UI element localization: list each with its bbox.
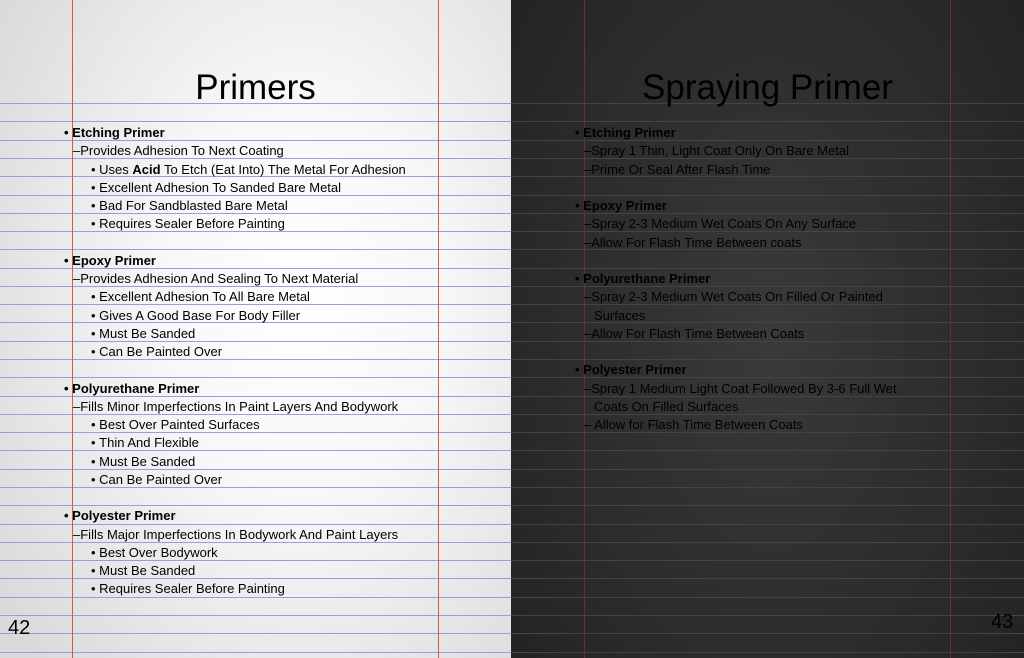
list-heading: • Polyester Primer: [64, 507, 406, 525]
list-heading: • Epoxy Primer: [575, 197, 897, 215]
page-title: Primers: [195, 68, 316, 107]
list-subitem: – Allow for Flash Time Between Coats: [575, 416, 897, 434]
list-subitem-continued: Coats On Filled Surfaces: [594, 398, 739, 414]
list-subitem-continued: Surfaces: [594, 307, 646, 323]
list-subitem: – Provides Adhesion And Sealing To Next Material: [64, 270, 406, 288]
primers-list: [64, 124, 406, 599]
list-subitem: – Spray 1 Thin, Light Coat Only On Bare Metal: [575, 142, 897, 160]
list-bullet: • Can Be Painted Over: [64, 343, 406, 361]
list-bullet: • Gives A Good Base For Body Filler: [64, 307, 406, 325]
list-subitem: – Spray 2-3 Medium Wet Coats On Any Surface: [575, 215, 897, 233]
page-number: 43: [991, 611, 1014, 633]
list-bullet: • Must Be Sanded: [64, 562, 406, 580]
left-page: [0, 0, 511, 658]
list-subitem: – Allow For Flash Time Between Coats: [575, 325, 897, 343]
list-subitem: – Fills Major Imperfections In Bodywork And Paint Layers: [64, 526, 406, 544]
page-title: Spraying Primer: [642, 68, 893, 107]
list-subitem: – Fills Minor Imperfections In Paint Layers And Bodywork: [64, 398, 406, 416]
list-heading: • Etching Primer: [64, 124, 406, 142]
list-bullet: • Requires Sealer Before Painting: [64, 215, 406, 233]
list-bullet: • Must Be Sanded: [64, 453, 406, 471]
list-heading: • Etching Primer: [575, 124, 897, 142]
list-heading: • Epoxy Primer: [64, 252, 406, 270]
list-bullet: • Best Over Bodywork: [64, 544, 406, 562]
list-bullet: • Excellent Adhesion To All Bare Metal: [64, 288, 406, 306]
list-subitem: – Provides Adhesion To Next Coating: [64, 142, 406, 160]
list-subitem: – Allow For Flash Time Between coats: [575, 234, 897, 252]
list-bullet: • Thin And Flexible: [64, 434, 406, 452]
list-subitem: – Prime Or Seal After Flash Time: [575, 161, 897, 179]
list-heading: • Polyester Primer: [575, 361, 897, 379]
page-number: 42: [8, 617, 31, 639]
list-bullet: • Best Over Painted Surfaces: [64, 416, 406, 434]
list-bullet: • Excellent Adhesion To Sanded Bare Metal: [64, 179, 406, 197]
list-subitem: – Spray 2-3 Medium Wet Coats On Filled Or Painted: [575, 288, 897, 306]
right-page: [511, 0, 1024, 658]
list-subitem: – Spray 1 Medium Light Coat Followed By 3-6 Full Wet: [575, 380, 897, 398]
list-heading: • Polyurethane Primer: [64, 380, 406, 398]
list-bullet: • Can Be Painted Over: [64, 471, 406, 489]
list-bullet: • Requires Sealer Before Painting: [64, 580, 406, 598]
list-bullet: • Must Be Sanded: [64, 325, 406, 343]
spraying-list: [575, 124, 897, 434]
list-bullet: • Bad For Sandblasted Bare Metal: [64, 197, 406, 215]
list-heading: • Polyurethane Primer: [575, 270, 897, 288]
list-bullet: • Uses Acid To Etch (Eat Into) The Metal For Adhesion: [64, 161, 406, 179]
